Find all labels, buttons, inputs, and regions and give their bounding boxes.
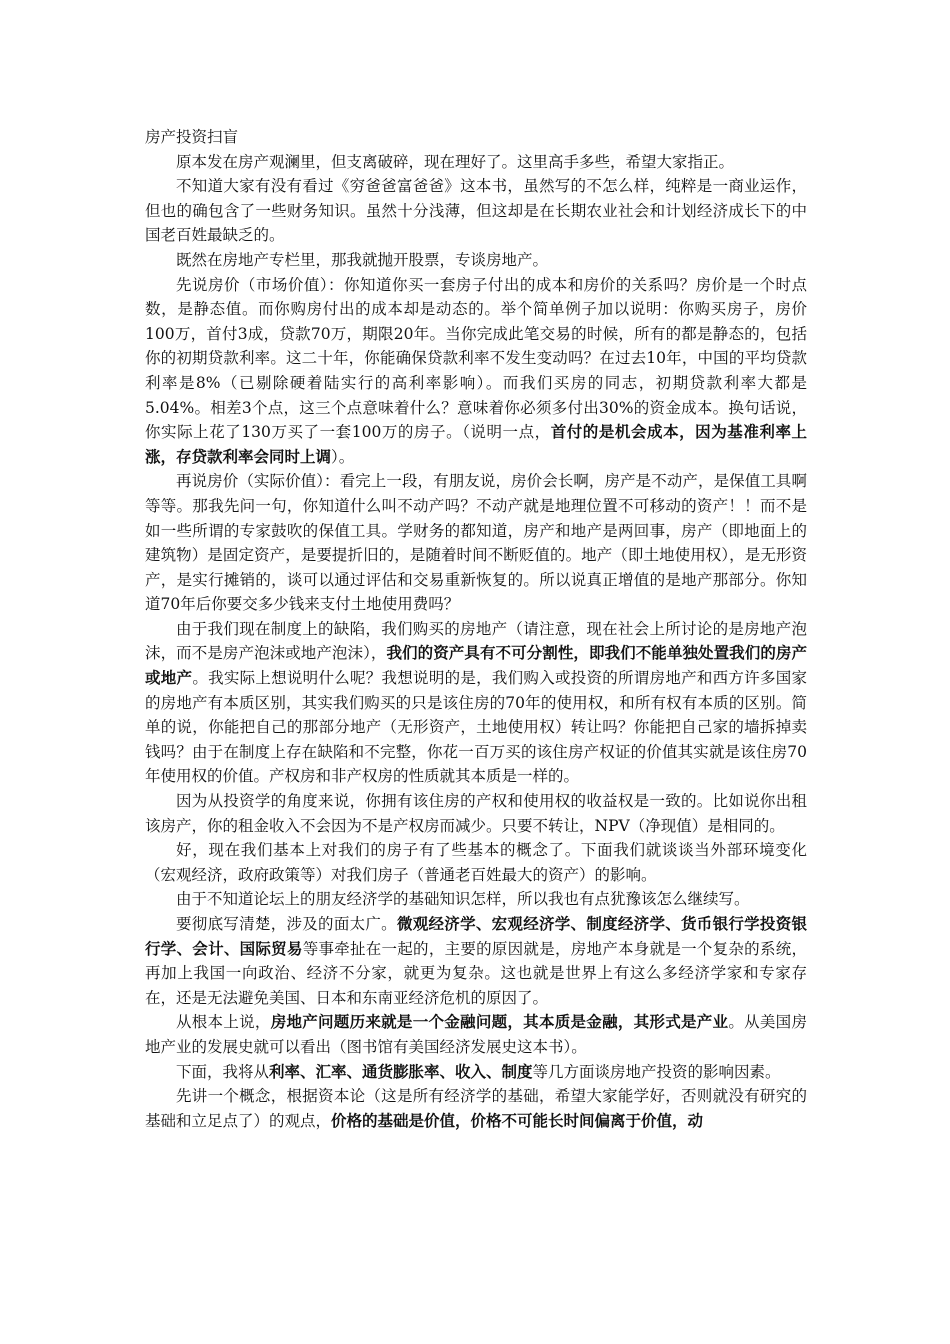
text-run: 。从美国房地产业的发展史就可以看出（图书馆有美国经济发展史这本书）。 [145,1013,807,1056]
text-run: ）。 [331,447,355,466]
body-paragraph [145,887,807,912]
bold-text-run: 首付的是机会成本，因为基准利率上涨，存贷款利率会同时上调 [145,422,807,466]
document-title: 房产投资扫盲 [145,128,239,146]
body-paragraph [145,617,807,789]
text-run: 等几方面谈房地产投资的影响因素。 [532,1062,781,1081]
body-paragraph [145,1010,807,1059]
body-paragraph [145,912,807,1010]
text-run: 从根本上说， [176,1013,271,1032]
text-run: 先讲一个概念，根据资本论（这是所有经济学的基础，希望大家能学好，否则就没有研究的基础和立足点了）的观点， [145,1087,807,1130]
body-paragraph [145,469,807,617]
text-run: 下面，我将从 [176,1062,270,1081]
body-paragraph [145,1060,807,1085]
document-body [145,125,807,1133]
text-run: 先说房价（市场价值）：你知道你买一套房子付出的成本和房价的关系吗？房价是一个时点数，是静态值。而你购房付出的成本却是动态的。举个简单例子加以说明：你购买房子，房价100万，首付3成，贷款70万，期限20年。当你完成此笔交易的时候，所有的都是静态的，包括你的初期贷款利率。这二十年，你能确保贷款利率不发生变动吗？在过去10年，中国的平均贷款利率是8%（已剔除硬着陆实行的高利率影响）。而我们买房的同志，初期贷款利率大都是5.04%。相差3个点，这三个点意味着什么？意味着你必须多付出30%的资金成本。换句话说，你实际上花了130万买了一套100万的房子。（说明一点， [145,275,807,442]
bold-text-run: 微观经济学、宏观经济学、制度经济学、货币银行学投资银行学、会计、国际贸易 [145,914,807,958]
text-run: 要彻底写清楚，涉及的面太广。 [176,915,397,933]
paragraph-list [145,150,807,1134]
body-paragraph [145,248,807,273]
text-run: 再说房价（实际价值）：看完上一段，有朋友说，房价会长啊，房产是不动产，是保值工具啊等等。那我先问一句，你知道什么叫不动产吗？不动产就是地理位置不可移动的资产！！而不是如一些所谓的专家鼓吹的保值工具。学财务的都知道，房产和地产是两回事，房产（即地面上的建筑物）是固定资产，是要提折旧的，是随着时间不断贬值的。地产（即土地使用权），是无形资产，是实行摊销的，谈可以通过评估和交易重新恢复的。所以说真正增值的是地产那部分。你知道70年后你要交多少钱来支付土地使用费吗？ [145,472,807,614]
text-run: 不知道大家有没有看过《穷爸爸富爸爸》这本书，虽然写的不怎么样，纯粹是一商业运作，但也的确包含了一些财务知识。虽然十分浅薄，但这却是在长期农业社会和计划经济成长下的中国老百姓最缺乏的。 [145,177,807,245]
text-run: 因为从投资学的角度来说，你拥有该住房的产权和使用权的收益权是一致的。比如说你出租该房产，你的租金收入不会因为不是产权房而减少。只要不转让，NPV（净现值）是相同的。 [145,792,807,835]
body-paragraph [145,273,807,470]
text-run: 原本发在房产观澜里，但支离破碎，现在理好了。这里高手多些，希望大家指正。 [176,152,735,171]
bold-text-run: 房地产问题历来就是一个金融问题，其本质是金融，其形式是产业 [270,1012,729,1032]
body-paragraph [145,150,807,175]
text-run: 由于不知道论坛上的朋友经济学的基础知识怎样，所以我也有点犹豫该怎么继续写。 [176,890,750,909]
body-paragraph [145,1084,807,1133]
text-run: 由于我们现在制度上的缺陷，我们购买的房地产（请注意，现在社会上所讨论的是房地产泡沫，而不是房产泡沫或地产泡沫）， [145,619,807,663]
body-paragraph [145,789,807,838]
text-run: 。我实际上想说明什么呢？我想说明的是，我们购入或投资的所谓房地产和西方许多国家的房地产有本质区别，其实我们购买的只是该住房的70年的使用权，和所有权有本质的区别。简单的说，你能把自己的那部分地产（无形资产，土地使用权）转让吗？你能把自己家的墙拆掉卖钱吗？由于在制度上存在缺陷和不完整，你花一百万买的该住房产权证的价值其实就是该住房70年使用权的价值。产权房和非产权房的性质就其本质是一样的。 [145,669,807,786]
bold-text-run: 价格的基础是价值，价格不可能长时间偏离于价值，动 [331,1110,704,1130]
text-run: 好，现在我们基本上对我们的房子有了些基本的概念了。下面我们就谈谈当外部环境变化（宏观经济，政府政策等）对我们房子（普通老百姓最大的资产）的影响。 [145,841,807,884]
bold-text-run: 我们的资产具有不可分割性，即我们不能单独处置我们的房产或地产 [145,643,807,688]
text-run: 既然在房地产专栏里，那我就抛开股票，专谈房地产。 [176,250,549,269]
body-paragraph [145,174,807,248]
text-run: 等事牵扯在一起的，主要的原因就是，房地产本身就是一个复杂的系统，再加上我国一向政治、经济不分家，就更为复杂。这也就是世界上有这么多经济学家和专家存在，还是无法避免美国、日本和东南亚经济危机的原因了。 [145,939,807,1007]
body-paragraph [145,838,807,887]
bold-text-run: 利率、汇率、通货膨胀率、收入、制度 [269,1061,533,1081]
